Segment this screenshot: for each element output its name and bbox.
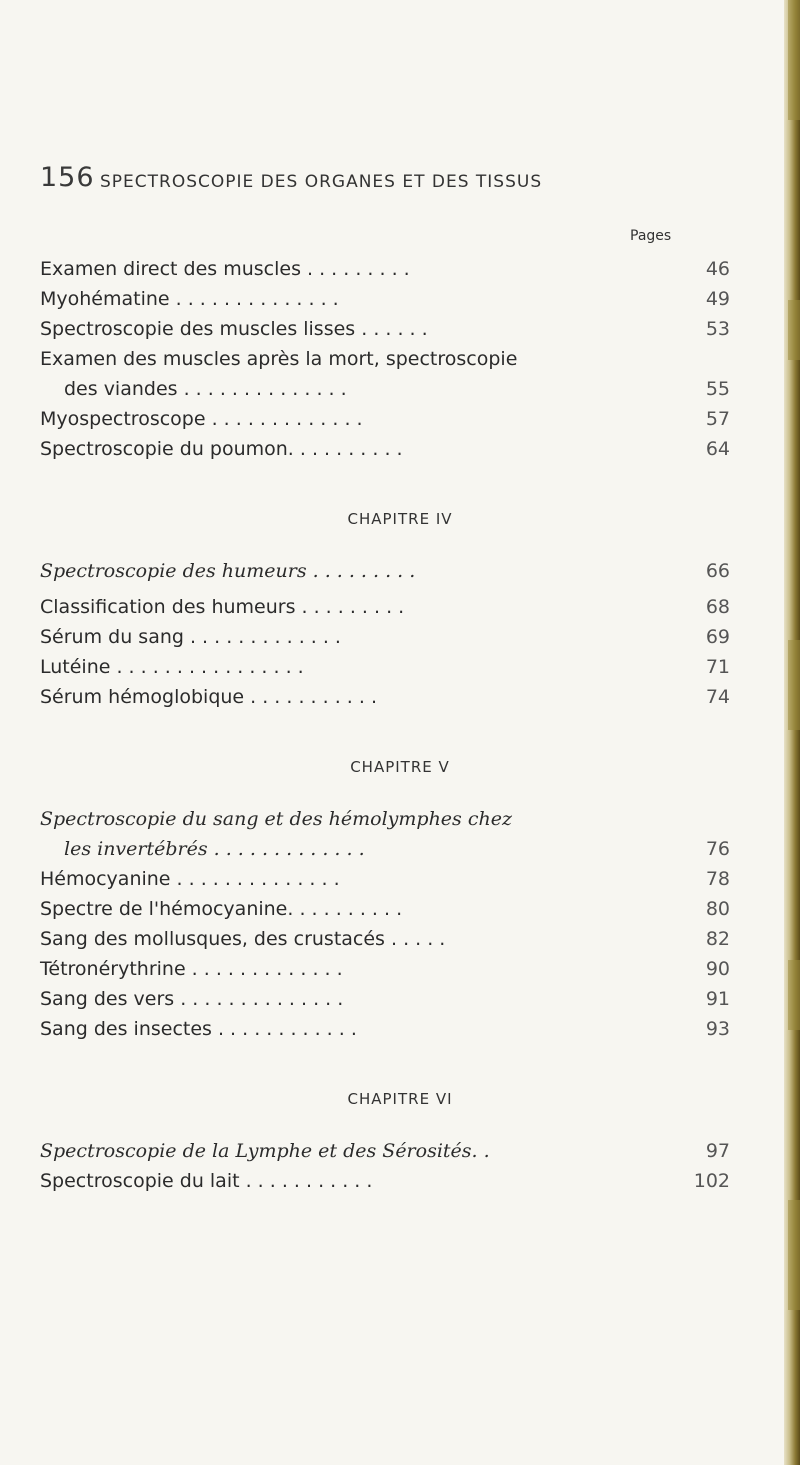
toc-entry-page: 66 bbox=[705, 560, 730, 582]
toc-entry bbox=[40, 314, 730, 344]
chapter-heading: CHAPITRE VI bbox=[347, 1090, 453, 1108]
toc-entry-page: 64 bbox=[705, 438, 730, 460]
toc-entry-page: 53 bbox=[705, 318, 730, 340]
running-head bbox=[40, 162, 760, 202]
toc-entry-page: 68 bbox=[705, 596, 730, 618]
toc-entry-page: 93 bbox=[705, 1018, 730, 1040]
toc-entry bbox=[40, 864, 730, 894]
toc-entry-page: 76 bbox=[705, 838, 730, 860]
toc-entry bbox=[40, 984, 730, 1014]
book-binding-edge bbox=[784, 0, 800, 1465]
toc-entry-title: les invertébrés . . . . . . . . . . . . . bbox=[64, 838, 365, 860]
toc-entry bbox=[40, 1014, 730, 1044]
toc-entry-title: Examen direct des muscles . . . . . . . . . bbox=[40, 258, 410, 280]
toc-entry bbox=[40, 622, 730, 652]
toc-entry-page: 102 bbox=[693, 1170, 730, 1192]
toc-entry-page: 80 bbox=[705, 898, 730, 920]
toc-entry bbox=[40, 344, 730, 374]
toc-entry-page: 74 bbox=[705, 686, 730, 708]
toc-entry-title: Sang des vers . . . . . . . . . . . . . . bbox=[40, 988, 344, 1010]
toc-entry-page: 71 bbox=[705, 656, 730, 678]
toc-entry-title: Examen des muscles après la mort, spectroscopie bbox=[40, 348, 518, 370]
toc-entry bbox=[40, 954, 730, 984]
toc-entry-title: Sérum hémoglobique . . . . . . . . . . . bbox=[40, 686, 377, 708]
toc-entry-title: Myohématine . . . . . . . . . . . . . . bbox=[40, 288, 339, 310]
toc-entry-title: Spectroscopie du sang et des hémolymphes chez bbox=[40, 808, 512, 830]
page-number: 156 bbox=[40, 162, 95, 193]
toc-entry bbox=[40, 834, 730, 864]
running-title: SPECTROSCOPIE DES ORGANES ET DES TISSUS bbox=[100, 172, 543, 192]
pages-column-label: Pages bbox=[630, 228, 672, 244]
toc-entry bbox=[40, 1136, 730, 1166]
toc-entry bbox=[40, 434, 730, 464]
toc-entry-page: 69 bbox=[705, 626, 730, 648]
toc-entry bbox=[40, 374, 730, 404]
toc-entry-title: des viandes . . . . . . . . . . . . . . bbox=[64, 378, 347, 400]
chapter-heading: CHAPITRE IV bbox=[347, 510, 453, 528]
toc-entry bbox=[40, 894, 730, 924]
toc-entry-page: 82 bbox=[705, 928, 730, 950]
toc-entry bbox=[40, 254, 730, 284]
toc-entry bbox=[40, 556, 730, 586]
toc-entry-page: 57 bbox=[705, 408, 730, 430]
toc-entry-page: 55 bbox=[705, 378, 730, 400]
chapter-heading: CHAPITRE V bbox=[350, 758, 450, 776]
toc-entry bbox=[40, 284, 730, 314]
toc-entry-page: 46 bbox=[705, 258, 730, 280]
toc-entry-page: 91 bbox=[705, 988, 730, 1010]
toc-entry-title: Tétronérythrine . . . . . . . . . . . . . bbox=[40, 958, 343, 980]
toc-entry-title: Classification des humeurs . . . . . . . . . bbox=[40, 596, 405, 618]
toc-entry-page: 78 bbox=[705, 868, 730, 890]
toc-entry-title: Sérum du sang . . . . . . . . . . . . . bbox=[40, 626, 341, 648]
toc-entry-page: 97 bbox=[705, 1140, 730, 1162]
toc-entry-page: 49 bbox=[705, 288, 730, 310]
toc-entry-page: 90 bbox=[705, 958, 730, 980]
toc-entry-title: Myospectroscope . . . . . . . . . . . . . bbox=[40, 408, 363, 430]
toc-entry-title: Sang des insectes . . . . . . . . . . . . bbox=[40, 1018, 357, 1040]
toc-entry-title: Spectroscopie des muscles lisses . . . . . . bbox=[40, 318, 428, 340]
toc-entry-title: Spectroscopie du poumon. . . . . . . . . . bbox=[40, 438, 403, 460]
toc-entry bbox=[40, 592, 730, 622]
toc-entry-title: Sang des mollusques, des crustacés . . . . . bbox=[40, 928, 446, 950]
toc-entry bbox=[40, 682, 730, 712]
toc-entry-title: Spectroscopie de la Lymphe et des Sérosités. . bbox=[40, 1140, 490, 1162]
toc-entry-title: Spectroscopie du lait . . . . . . . . . . . bbox=[40, 1170, 373, 1192]
toc-entry-title: Lutéine . . . . . . . . . . . . . . . . bbox=[40, 656, 304, 678]
toc-entry bbox=[40, 1166, 730, 1196]
toc-entry-title: Spectre de l'hémocyanine. . . . . . . . . . bbox=[40, 898, 403, 920]
toc-entry bbox=[40, 804, 730, 834]
toc-entry bbox=[40, 404, 730, 434]
toc-entry bbox=[40, 924, 730, 954]
toc-entry-title: Spectroscopie des humeurs . . . . . . . . . bbox=[40, 560, 416, 582]
toc-entry bbox=[40, 652, 730, 682]
toc-entry-title: Hémocyanine . . . . . . . . . . . . . . bbox=[40, 868, 340, 890]
